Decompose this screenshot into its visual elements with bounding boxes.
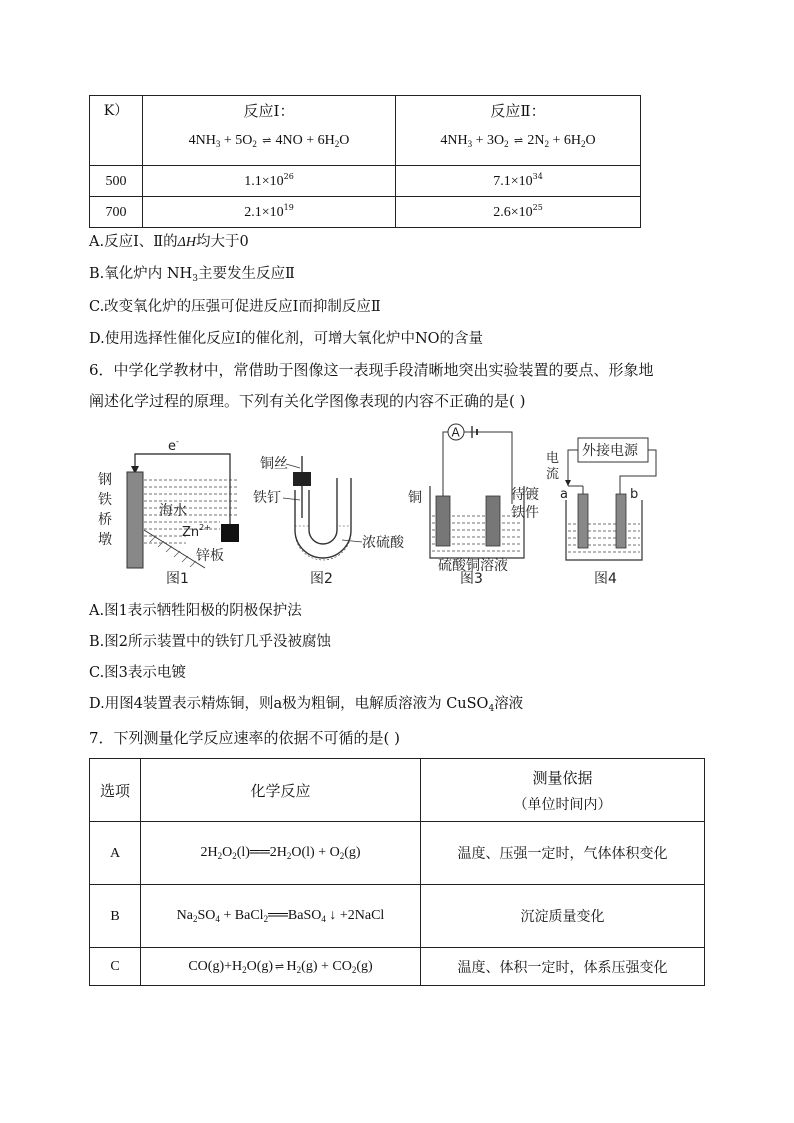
basis-cell: 温度、体积一定时，体系压强变化 [421,948,705,986]
equals-sign-icon: ══ [249,845,270,860]
table-row [90,948,705,986]
basis-cell: 沉淀质量变化 [421,885,705,948]
steel-pier [127,472,143,568]
pier-label-1: 钢 [98,472,112,488]
reversible-arrow-icon: ⇌ [260,135,273,147]
current-label-2: 流 [546,467,560,482]
equilibrium-constant-table [89,95,641,228]
option-label-cell: A [90,822,141,885]
plated-iron-label-1: 待镀 [511,487,539,503]
figure-2 [253,455,405,587]
figure-4 [546,438,656,587]
current-label-1: 电 [546,451,560,466]
k2-cell: $2.6\times 10^{25}$ [396,197,641,228]
k1-cell: $1.1\times 10^{26}$ [143,166,396,197]
header-reaction-cell: 化学反应 [141,759,421,822]
header-reaction1-cell [143,96,396,166]
electrode-b-label: b [630,487,639,502]
pier-label-4: 墩 [98,532,112,548]
figure-1-caption: 图1 [166,571,189,587]
reaction-cell: $Na_2SO_4$ + BaCl$_2$══BaSO$_4$ ↓ +2NaCl [141,885,421,948]
figure-3 [408,424,539,587]
temperature-cell: 700 [90,197,143,228]
figure-3-caption: 图3 [460,571,483,587]
table-header-row [90,96,641,166]
reversible-arrow-icon: ⇌ [273,960,284,973]
zinc-plate-label: 锌板 [196,548,224,564]
reversible-arrow-icon: ⇌ [512,135,524,147]
q5-option-d[interactable]: D.使用选择性催化反应Ⅰ的催化剂，可增大氧化炉中NO的含量 [89,331,484,347]
q5-option-a[interactable]: A.反应Ⅰ、Ⅱ的ΔH均大于0 [89,234,249,250]
reaction-cell: $CO(g)+H_2O(g)$ ⇌ $H_2(g) + CO_2(g)$ [141,948,421,986]
electrolysis-beaker [566,500,642,560]
rubber-stopper [293,472,311,486]
copper-sulfate-solution-label: 硫酸铜溶液 [438,558,508,574]
electrode-a [578,494,588,548]
k1-cell: $2.1\times 10^{19}$ [143,197,396,228]
seawater-label: 海水 [159,503,187,519]
option-label-cell: C [90,948,141,986]
header-basis-cell: 测量依据 （单位时间内） [421,759,705,822]
q6-option-a[interactable]: A.图1表示牺牲阳极的阴极保护法 [89,603,302,619]
reaction2-equation: $4NH_3 + 3O_2$ ⇌ $2N_2 + 6H_2O$ [440,133,596,149]
electrode-a-label: a [560,487,568,502]
iron-piece-electrode [486,496,500,546]
table-row [90,822,705,885]
electrode-b [616,494,626,548]
header-option-cell: 选项 [90,759,141,822]
copper-wire-label: 铜丝 [260,456,288,472]
q5-option-c[interactable]: C.改变氧化炉的压强可促进反应Ⅰ而抑制反应Ⅱ [89,299,381,315]
q6-option-c[interactable]: C.图3表示电镀 [89,665,186,681]
table-header-row [90,759,705,822]
equals-sign-icon: ══ [268,908,288,923]
table-row [90,197,641,228]
external-power-label: 外接电源 [582,443,638,459]
pier-label-2: 铁 [98,492,112,508]
ammeter-label: A [451,425,460,440]
k2-cell: $7.1\times 10^{34}$ [396,166,641,197]
current-arrow-icon [565,480,571,486]
header-temperature-cell [90,96,143,166]
reaction-rate-table [89,758,705,986]
reaction2-title: 反应Ⅱ： [490,102,546,120]
reaction1-equation: $4NH_3 + 5O_2$ ⇌ $4NO + 6H_2O$ [188,133,350,149]
electron-label: e- [168,437,179,454]
basis-cell: 温度、压强一定时，气体体积变化 [421,822,705,885]
sulfuric-acid-label: 浓硫酸 [362,535,404,551]
header-reaction2-cell [396,96,641,166]
q6-stem-line2: 阐述化学过程的原理。下列有关化学图像表现的内容不正确的是( ) [89,392,526,410]
q6-stem-line1: 6．中学化学教材中，常借助于图像这一表现手段清晰地突出实验装置的要点、形象地 [89,361,654,379]
q5-option-b[interactable]: B.氧化炉内 $NH_3$主要发生反应Ⅱ [89,266,295,284]
header-temperature-text: K） [103,103,129,119]
reaction-cell: $2H_2O_2(l)══2H_2O(l) + O_2(g)$ [141,822,421,885]
q6-option-d[interactable]: D.用图4装置表示精炼铜，则a极为粗铜，电解质溶液为 CuSO$_4$溶液 [89,696,524,714]
iron-nail-label: 铁钉 [253,490,281,506]
electrochemistry-figures [90,420,670,595]
q6-option-b[interactable]: B.图2所示装置中的铁钉几乎没被腐蚀 [89,634,331,650]
zinc-ion-label: $Zn^{2+}$ [182,523,211,540]
figure-1 [98,437,239,587]
temperature-cell: 500 [90,166,143,197]
pier-label-3: 桥 [98,512,112,528]
figure-4-caption: 图4 [594,571,617,587]
zinc-plate [221,524,239,542]
q7-stem: 7．下列测量化学反应速率的依据不可循的是( ) [89,729,401,747]
reaction1-title: 反应Ⅰ： [243,102,295,120]
table-row [90,885,705,948]
copper-label: 铜 [408,490,422,506]
option-label-cell: B [90,885,141,948]
table-row [90,166,641,197]
plated-iron-label-2: 铁件 [511,505,539,521]
figure-2-caption: 图2 [310,571,333,587]
copper-electrode [436,496,450,546]
